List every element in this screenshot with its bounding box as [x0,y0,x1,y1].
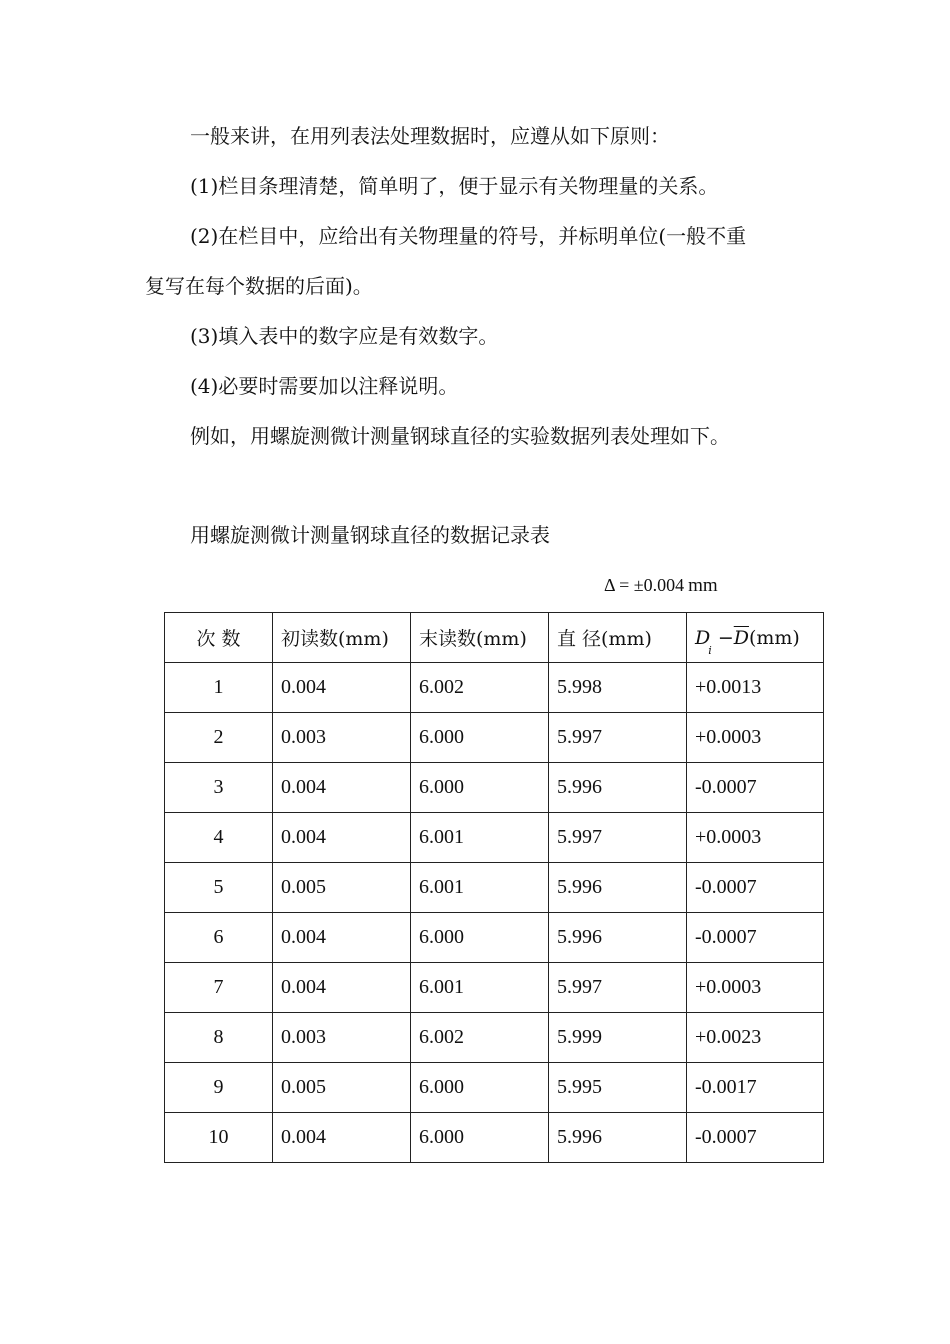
rule-4: (4)必要时需要加以注释说明。 [190,374,459,398]
deviation-cell: +0.0003 [687,813,824,863]
deviation-symbol: D [695,626,711,649]
initial-reading-cell: 0.004 [273,663,411,713]
deviation-cell: +0.0013 [687,663,824,713]
table-row [165,963,824,1013]
diameter-cell: 5.995 [549,1063,687,1113]
deviation-cell: -0.0007 [687,863,824,913]
header-diameter: 直 径(mm) [549,613,687,663]
diameter-cell: 5.996 [549,913,687,963]
diameter-cell: 5.997 [549,713,687,763]
diameter-cell: 5.998 [549,663,687,713]
table-row [165,1113,824,1163]
initial-reading-cell: 0.004 [273,963,411,1013]
precision-unit: mm [688,575,718,596]
final-reading-cell: 6.002 [411,1013,549,1063]
final-reading-cell: 6.000 [411,1063,549,1113]
initial-reading-cell: 0.003 [273,713,411,763]
initial-reading-cell: 0.003 [273,1013,411,1063]
deviation-cell: -0.0007 [687,913,824,963]
deviation-cell: -0.0007 [687,1113,824,1163]
intro-paragraph: 一般来讲，在用列表法处理数据时，应遵从如下原则： [190,124,670,148]
final-reading-cell: 6.002 [411,663,549,713]
initial-reading-cell: 0.004 [273,763,411,813]
precision-value: Δ = ±0.004 [604,575,685,595]
header-final-reading: 末读数(mm) [411,613,549,663]
header-trial: 次 数 [165,613,273,663]
final-reading-cell: 6.001 [411,813,549,863]
trial-number-cell: 7 [165,963,273,1013]
table-row [165,713,824,763]
deviation-cell: +0.0023 [687,1013,824,1063]
trial-number-cell: 9 [165,1063,273,1113]
trial-number-cell: 4 [165,813,273,863]
diameter-cell: 5.997 [549,813,687,863]
diameter-cell: 5.997 [549,963,687,1013]
table-row [165,1063,824,1113]
final-reading-cell: 6.000 [411,763,549,813]
table-row [165,913,824,963]
trial-number-cell: 2 [165,713,273,763]
trial-number-cell: 8 [165,1013,273,1063]
final-reading-cell: 6.001 [411,963,549,1013]
diameter-cell: 5.999 [549,1013,687,1063]
table-row [165,813,824,863]
trial-number-cell: 10 [165,1113,273,1163]
data-table [164,612,824,1163]
header-deviation [687,613,824,663]
final-reading-cell: 6.000 [411,713,549,763]
deviation-unit: (mm) [748,626,800,649]
header-row [165,613,824,663]
precision-note [604,575,718,597]
trial-number-cell: 1 [165,663,273,713]
deviation-cell: -0.0007 [687,763,824,813]
example-paragraph: 例如，用螺旋测微计测量钢球直径的实验数据列表处理如下。 [190,424,730,448]
initial-reading-cell: 0.004 [273,913,411,963]
trial-number-cell: 6 [165,913,273,963]
diameter-cell: 5.996 [549,863,687,913]
rule-2-line-2: 复写在每个数据的后面)。 [145,274,373,298]
deviation-minus: − [717,626,734,649]
rule-1: (1)栏目条理清楚，简单明了，便于显示有关物理量的关系。 [190,174,719,198]
initial-reading-cell: 0.004 [273,1113,411,1163]
diameter-cell: 5.996 [549,763,687,813]
rule-3: (3)填入表中的数字应是有效数字。 [190,324,499,348]
table-row [165,863,824,913]
deviation-mean: $\overline{D}$ [733,626,749,649]
trial-number-cell: 3 [165,763,273,813]
final-reading-cell: 6.000 [411,1113,549,1163]
deviation-cell: -0.0017 [687,1063,824,1113]
deviation-cell: +0.0003 [687,713,824,763]
deviation-subscript: i [708,643,712,657]
rule-2-line-1: (2)在栏目中，应给出有关物理量的符号，并标明单位(一般不重 [190,224,747,248]
deviation-cell: +0.0003 [687,963,824,1013]
final-reading-cell: 6.001 [411,863,549,913]
diameter-cell: 5.996 [549,1113,687,1163]
initial-reading-cell: 0.005 [273,863,411,913]
final-reading-cell: 6.000 [411,913,549,963]
table-row [165,663,824,713]
trial-number-cell: 5 [165,863,273,913]
initial-reading-cell: 0.004 [273,813,411,863]
header-initial-reading: 初读数(mm) [273,613,411,663]
table-row [165,1013,824,1063]
initial-reading-cell: 0.005 [273,1063,411,1113]
table-row [165,763,824,813]
table-caption: 用螺旋测微计测量钢球直径的数据记录表 [190,523,550,547]
